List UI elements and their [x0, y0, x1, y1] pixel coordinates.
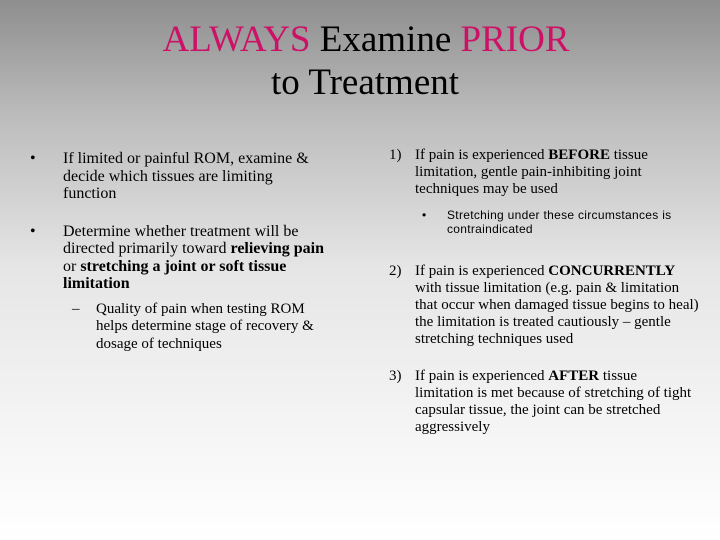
left-sub-bullet: [72, 301, 330, 354]
right-sub-bullet: [422, 208, 699, 236]
left-sub-bullet-text: Quality of pain when testing ROM helps determine stage of recovery & dosage of techniques: [96, 300, 314, 352]
left-bullet-1-text: If limited or painful ROM, examine & decide which tissues are limiting function: [63, 150, 309, 202]
bullet-marker: •: [422, 208, 427, 222]
text-run: Determine whether treatment will be directed primarily toward: [63, 222, 299, 257]
bullet-marker: •: [30, 150, 36, 167]
bold-concurrently: CONCURRENTLY: [548, 263, 676, 279]
item-number: 1): [389, 147, 402, 163]
numbered-item-1-text: [415, 147, 699, 198]
item-number: 3): [389, 368, 402, 384]
dash-marker: –: [72, 300, 80, 317]
left-bullet-1: [30, 150, 330, 203]
slide-title: [0, 18, 720, 104]
left-bullet-2-text: [63, 223, 330, 293]
bullet-marker: •: [30, 222, 36, 240]
item-number: 2): [389, 263, 402, 279]
numbered-item-3: [389, 368, 699, 436]
text-run: If pain is experienced: [415, 263, 549, 279]
text-run: tissue limitation is met because of stretching of tight capsular tissue, the joint can be stretched aggressively: [415, 368, 692, 435]
numbered-item-3-text: [415, 368, 699, 436]
text-run: tissue limitation, gentle pain-inhibiting joint techniques may be used: [415, 147, 648, 197]
left-bullet-2: [30, 223, 330, 293]
text-run: If pain is experienced: [415, 147, 549, 163]
bold-before: BEFORE: [548, 147, 610, 163]
bold-relieving-pain: relieving pain: [230, 240, 324, 257]
numbered-item-1: [389, 147, 699, 198]
text-run: or: [63, 257, 81, 275]
right-sub-bullet-text: Stretching under these circumstances is contraindicated: [447, 208, 672, 236]
title-examine: Examine: [310, 19, 461, 60]
title-always: ALWAYS: [162, 19, 311, 60]
text-run: with tissue limitation (e.g. pain & limitation that occur when damaged tissue begins to heal) the limitation is treated cautiously – gentle stretching techniques used: [415, 280, 699, 347]
title-line-1: [0, 18, 720, 61]
left-column: [30, 150, 330, 353]
text-run: If pain is experienced: [415, 368, 549, 384]
numbered-item-2: [389, 263, 699, 348]
title-prior: PRIOR: [460, 19, 570, 60]
title-line-2: to Treatment: [270, 62, 460, 103]
numbered-item-2-text: [415, 263, 699, 348]
right-column: [389, 147, 699, 456]
bold-after: AFTER: [548, 368, 600, 384]
bold-stretching-limitation: stretching a joint or soft tissue limitation: [63, 257, 287, 292]
